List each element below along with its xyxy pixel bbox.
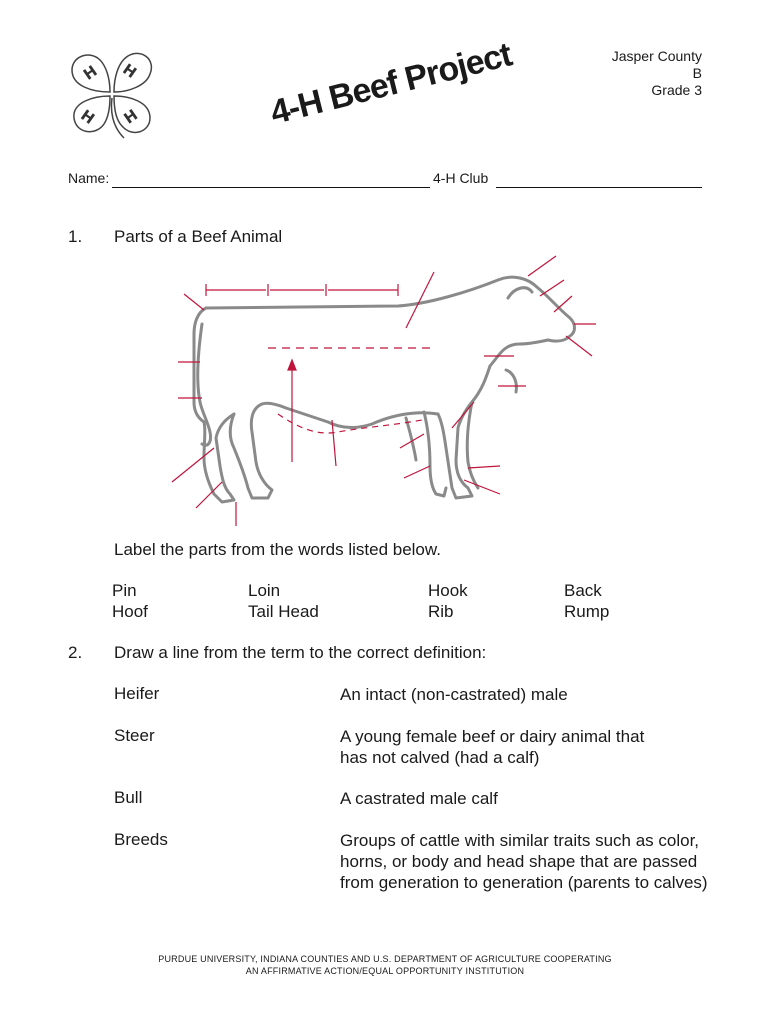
term-bull[interactable]: Bull	[114, 788, 143, 807]
club-blank[interactable]	[496, 187, 702, 188]
word-tail-head: Tail Head	[248, 601, 319, 621]
grade-label: Grade 3	[651, 82, 702, 98]
word-pin: Pin	[112, 580, 137, 600]
word-bank	[112, 580, 609, 622]
word-rump: Rump	[564, 601, 610, 621]
word-hoof: Hoof	[112, 601, 148, 621]
definition-4[interactable]: Groups of cattle with similar traits such as color, horns, or body and head shape that are passed from generation to generation (parents to calves)	[340, 831, 708, 892]
section1-number: 1.	[68, 227, 83, 246]
word-back: Back	[564, 580, 602, 600]
footer-line-1: PURDUE UNIVERSITY, INDIANA COUNTIES AND U.S. DEPARTMENT OF AGRICULTURE COOPERATING	[158, 954, 612, 964]
page-title: 4-H Beef Project	[266, 35, 516, 133]
svg-text:H: H	[120, 105, 142, 128]
section1-instruction: Label the parts from the words listed below.	[114, 540, 441, 559]
word-hook: Hook	[428, 580, 468, 600]
4h-clover-logo-icon	[62, 48, 162, 140]
section1-title: Parts of a Beef Animal	[114, 227, 283, 246]
name-club-row	[68, 170, 708, 190]
beef-animal-diagram	[168, 252, 608, 532]
name-label: Name:	[68, 170, 110, 186]
word-bank-row	[112, 601, 609, 622]
definition-3[interactable]: A castrated male calf	[340, 789, 498, 808]
county-label: Jasper County	[611, 48, 702, 64]
definition-2[interactable]: A young female beef or dairy animal that has not calved (had a calf)	[340, 727, 645, 767]
cow-outline	[194, 277, 575, 502]
svg-text:H: H	[77, 106, 98, 128]
definition-1[interactable]: An intact (non-castrated) male	[340, 685, 568, 704]
word-rib: Rib	[428, 601, 454, 621]
term-heifer[interactable]: Heifer	[114, 684, 160, 703]
footer-line-2: AN AFFIRMATIVE ACTION/EQUAL OPPORTUNITY INSTITUTION	[245, 966, 525, 976]
term-steer[interactable]: Steer	[114, 726, 155, 745]
svg-text:H: H	[119, 60, 140, 82]
label-arrows	[172, 256, 596, 526]
name-blank[interactable]	[112, 187, 430, 188]
svg-text:H: H	[79, 61, 101, 84]
term-breeds[interactable]: Breeds	[114, 830, 168, 849]
word-bank-row	[112, 580, 609, 601]
header-info	[612, 48, 702, 99]
level-label: B	[692, 65, 702, 81]
section2-instruction: Draw a line from the term to the correct definition:	[114, 643, 487, 662]
club-label: 4-H Club	[433, 170, 489, 186]
section2-number: 2.	[68, 643, 83, 662]
word-loin: Loin	[248, 580, 281, 600]
